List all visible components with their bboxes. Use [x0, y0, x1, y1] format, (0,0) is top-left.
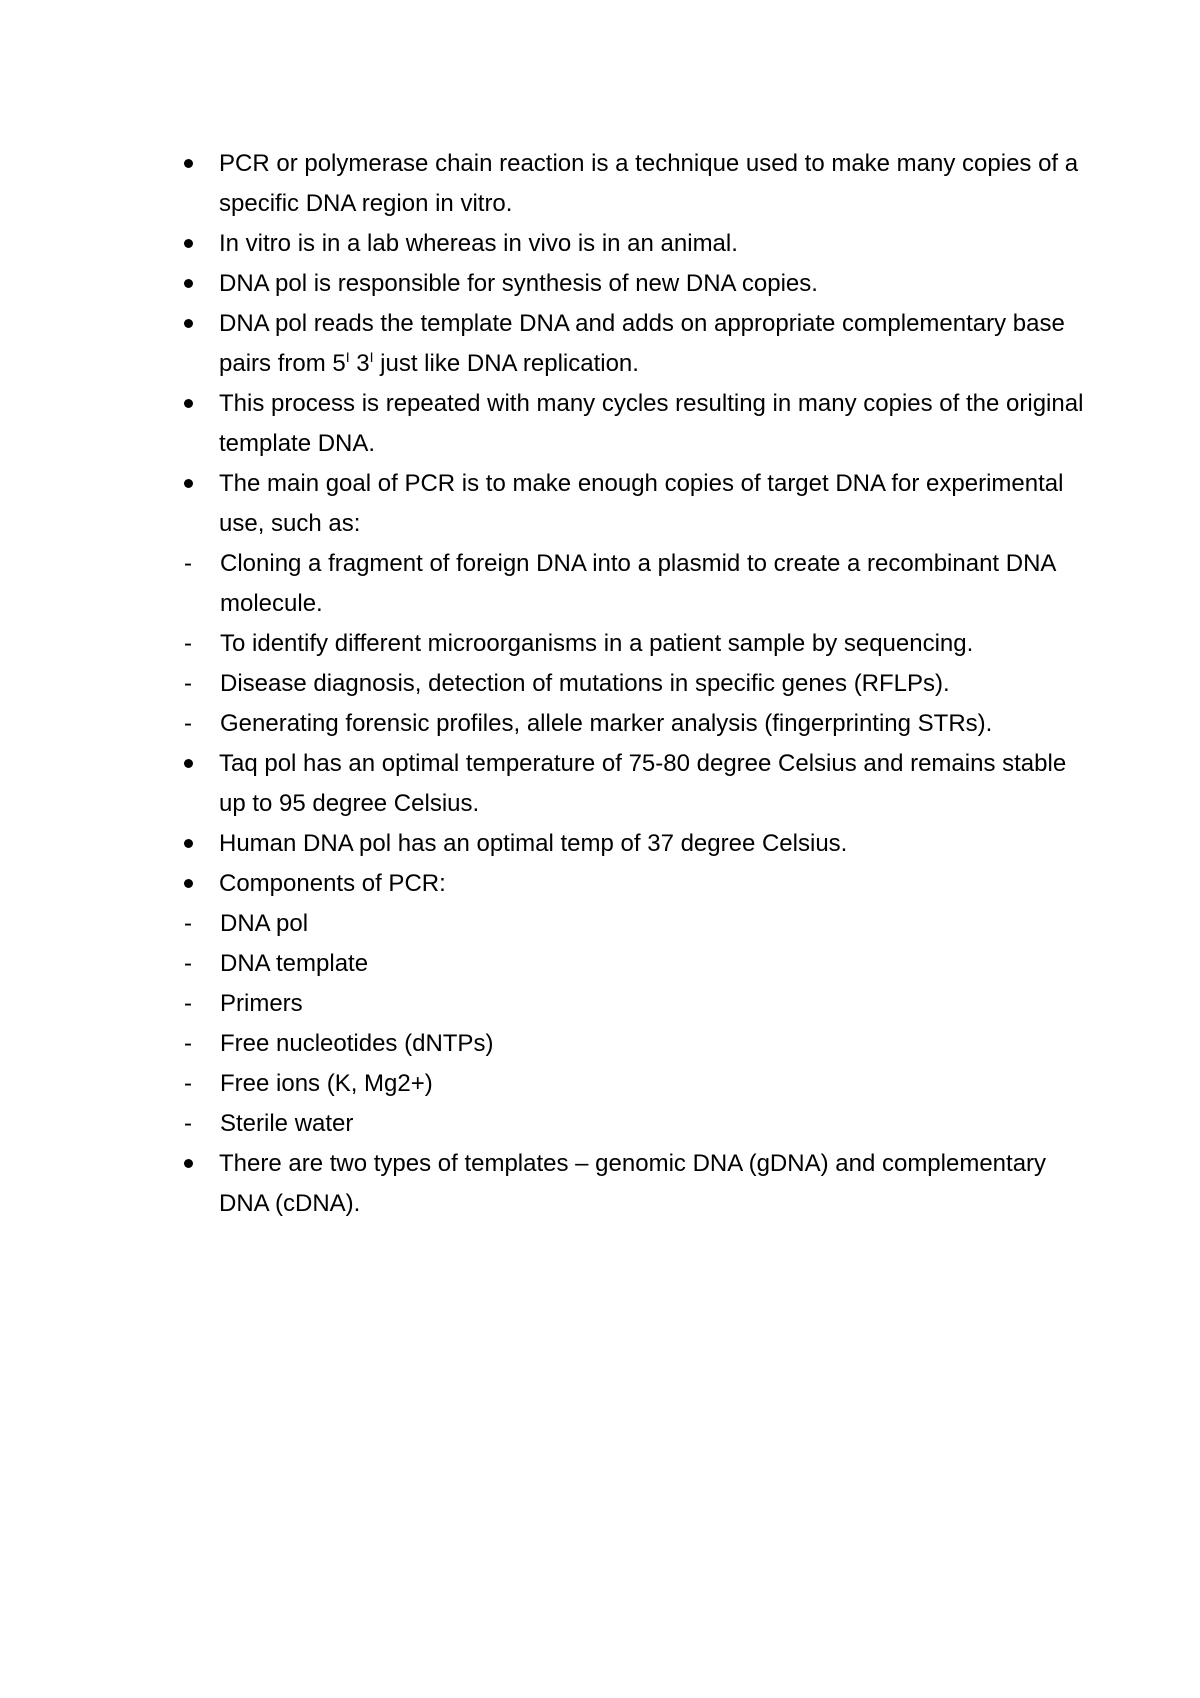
bullet-item-in-vitro: [184, 224, 1084, 264]
bullet-item-pcr-definition: [184, 144, 1084, 224]
prime-mark: I: [369, 349, 374, 365]
prime-mark: I: [345, 349, 350, 365]
bullet-text: Human DNA pol has an optimal temp of 37 degree Celsius.: [219, 830, 848, 857]
sub-item-text: Free nucleotides (dNTPs): [220, 1030, 494, 1057]
bullet-item-human-dna-pol: [184, 824, 1084, 864]
bullet-icon: [184, 1159, 193, 1168]
sub-item-text: DNA pol: [220, 910, 309, 937]
sub-item: [184, 984, 1084, 1024]
sub-item: [184, 944, 1084, 984]
bullet-item-components: [184, 864, 1084, 1144]
dash-marker: -: [184, 990, 192, 1017]
sub-item-text: Sterile water: [220, 1110, 354, 1137]
bullet-text-part: 3: [349, 350, 370, 377]
bullet-text-part: DNA pol reads the template DNA and adds on appropriate complementary base pairs from 5: [219, 310, 1065, 377]
bullet-item-taq-pol: [184, 744, 1084, 824]
bullet-icon: [184, 839, 193, 848]
bullet-text-part: just like DNA replication.: [373, 350, 639, 377]
sub-item: [184, 1064, 1084, 1104]
dash-marker: -: [184, 710, 192, 737]
bullet-icon: [184, 159, 193, 168]
sub-item-text: DNA template: [220, 950, 369, 977]
dash-marker: -: [184, 1070, 192, 1097]
sub-item-text: Disease diagnosis, detection of mutations in specific genes (RFLPs).: [220, 670, 950, 697]
bullet-item-main-goal: [184, 464, 1084, 744]
bullet-icon: [184, 759, 193, 768]
sub-item: [184, 544, 1084, 624]
dash-marker: -: [184, 630, 192, 657]
bullet-icon: [184, 279, 193, 288]
sub-item-text: To identify different microorganisms in a patient sample by sequencing.: [220, 630, 974, 657]
bullet-text: DNA pol is responsible for synthesis of new DNA copies.: [219, 270, 818, 297]
sub-list-uses: [184, 544, 1084, 744]
bullet-icon: [184, 239, 193, 248]
sub-item-text: Free ions (K, Mg2+): [220, 1070, 433, 1097]
sub-item-text: Generating forensic profiles, allele marker analysis (fingerprinting STRs).: [220, 710, 993, 737]
bullet-text: The main goal of PCR is to make enough copies of target DNA for experimental use, such as:: [219, 470, 1064, 537]
bullet-icon: [184, 879, 193, 888]
sub-item: [184, 704, 1084, 744]
dash-marker: -: [184, 1110, 192, 1137]
bullet-list: [184, 144, 1084, 1224]
bullet-icon: [184, 319, 193, 328]
bullet-text: Components of PCR:: [219, 870, 446, 897]
sub-item: [184, 624, 1084, 664]
dash-marker: -: [184, 550, 192, 577]
bullet-text: In vitro is in a lab whereas in vivo is in an animal.: [219, 230, 738, 257]
bullet-item-template-types: [184, 1144, 1084, 1224]
bullet-icon: [184, 399, 193, 408]
dash-marker: -: [184, 910, 192, 937]
dash-marker: -: [184, 1030, 192, 1057]
dash-marker: -: [184, 950, 192, 977]
bullet-text: This process is repeated with many cycles resulting in many copies of the original template DNA.: [219, 390, 1084, 457]
bullet-text: There are two types of templates – genomic DNA (gDNA) and complementary DNA (cDNA).: [219, 1150, 1047, 1217]
sub-item: [184, 904, 1084, 944]
bullet-item-dna-pol: [184, 264, 1084, 304]
sub-item-text: Cloning a fragment of foreign DNA into a plasmid to create a recombinant DNA molecule.: [220, 550, 1056, 617]
sub-list-components: [184, 904, 1084, 1144]
bullet-text: Taq pol has an optimal temperature of 75-80 degree Celsius and remains stable up to 95 degree Celsius.: [219, 750, 1067, 817]
bullet-item-cycles: [184, 384, 1084, 464]
sub-item: [184, 1024, 1084, 1064]
bullet-item-template-reading: [184, 304, 1084, 384]
sub-item: [184, 664, 1084, 704]
bullet-text: PCR or polymerase chain reaction is a technique used to make many copies of a specific DNA region in vitro.: [219, 150, 1079, 217]
bullet-icon: [184, 479, 193, 488]
sub-item: [184, 1104, 1084, 1144]
sub-item-text: Primers: [220, 990, 303, 1017]
dash-marker: -: [184, 670, 192, 697]
